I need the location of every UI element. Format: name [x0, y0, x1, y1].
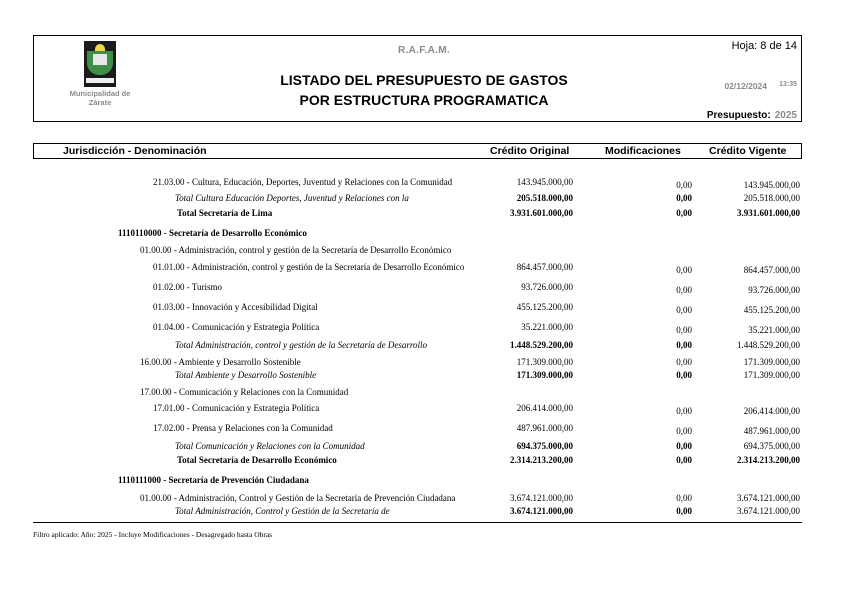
table-row: 16.00.00 - Ambiente y Desarrollo Sostenible 171.309.000,00 0,00 171.309.000,00: [140, 357, 800, 367]
system-name: R.A.F.A.M.: [398, 45, 450, 56]
col-credito-original: Crédito Original: [490, 145, 570, 157]
table-row-subtotal: Total Cultura Educación Deportes, Juventud y Relaciones con la 205.518.000,00 0,00 205.518.000,00: [175, 193, 800, 203]
column-headers: [33, 143, 802, 159]
table-bottom-rule: [33, 522, 802, 523]
report-title: LISTADO DEL PRESUPUESTO DE GASTOS POR ESTRUCTURA PROGRAMATICA: [280, 72, 568, 108]
municipal-coat-of-arms-icon: [84, 41, 116, 87]
table-row-subtotal: Total Comunicación y Relaciones con la Comunidad 694.375.000,00 0,00 694.375.000,00: [175, 441, 800, 451]
report-time: 13:35: [779, 81, 797, 88]
table-row-subtotal: Total Administración, Control y Gestión de la Secretaría de 3.674.121.000,00 0,00 3.674.121.000,00: [175, 506, 800, 516]
table-row: 17.02.00 - Prensa y Relaciones con la Comunidad 487.961.000,00 0,00 487.961.000,00: [153, 423, 800, 436]
table-row-total: Total Secretaría de Lima 3.931.601.000,00 0,00 3.931.601.000,00: [177, 208, 800, 218]
table-row: 21.03.00 - Cultura, Educación, Deportes, Juventud y Relaciones con la Comunidad 143.945.000,00 0,00 143.945.000,00: [153, 177, 800, 190]
municipality-name: Municipalidad de Zárate: [69, 89, 131, 107]
table-row-subtotal: Total Administración, control y gestión de la Secretaría de Desarrollo 1.448.529.200,00 0,00 1.448.529.200,00: [175, 340, 800, 350]
table-row: 01.03.00 - Innovación y Accesibilidad Digital 455.125.200,00 0,00 455.125.200,00: [153, 302, 800, 315]
table-row-jurisdiction: 1110111000 - Secretaría de Prevención Ciudadana: [118, 475, 309, 485]
table-row-total: Total Secretaría de Desarrollo Económico 2.314.213.200,00 0,00 2.314.213.200,00: [177, 455, 800, 465]
sheet-number: Hoja: 8 de 14: [731, 40, 797, 52]
table-row: 17.01.00 - Comunicación y Estrategia Política 206.414.000,00 0,00 206.414.000,00: [153, 403, 800, 416]
table-row: 01.01.00 - Administración, control y gestión de la Secretaría de Desarrollo Económico 864.457.000,00 0,00 864.457.000,00: [153, 262, 800, 275]
table-row-subtotal: Total Ambiente y Desarrollo Sostenible 171.309.000,00 0,00 171.309.000,00: [175, 370, 800, 380]
table-row-jurisdiction: 1110110000 - Secretaría de Desarrollo Económico: [118, 228, 307, 238]
table-row-program: 17.00.00 - Comunicación y Relaciones con la Comunidad: [140, 387, 349, 397]
col-denominacion: Jurisdicción - Denominación: [63, 145, 207, 157]
applied-filter-note: Filtro aplicado: Año: 2025 - Incluye Modificaciones - Desagregado hasta Obras: [33, 530, 273, 539]
table-row: 01.04.00 - Comunicación y Estrategia Política 35.221.000,00 0,00 35.221.000,00: [153, 322, 800, 335]
report-date: 02/12/2024: [724, 81, 767, 91]
col-credito-vigente: Crédito Vigente: [709, 145, 787, 157]
table-row: 01.00.00 - Administración, Control y Gestión de la Secretaría de Prevención Ciudadana 3.674.121.000,00 0,00 3.674.121.000,00: [140, 493, 800, 503]
report-header: [33, 35, 802, 122]
table-row: 01.02.00 - Turismo 93.726.000,00 0,00 93.726.000,00: [153, 282, 800, 295]
col-modificaciones: Modificaciones: [605, 145, 681, 157]
budget-year: Presupuesto: 2025: [706, 110, 797, 121]
table-row-program: 01.00.00 - Administración, control y gestión de la Secretaría de Desarrollo Económico: [140, 245, 452, 255]
